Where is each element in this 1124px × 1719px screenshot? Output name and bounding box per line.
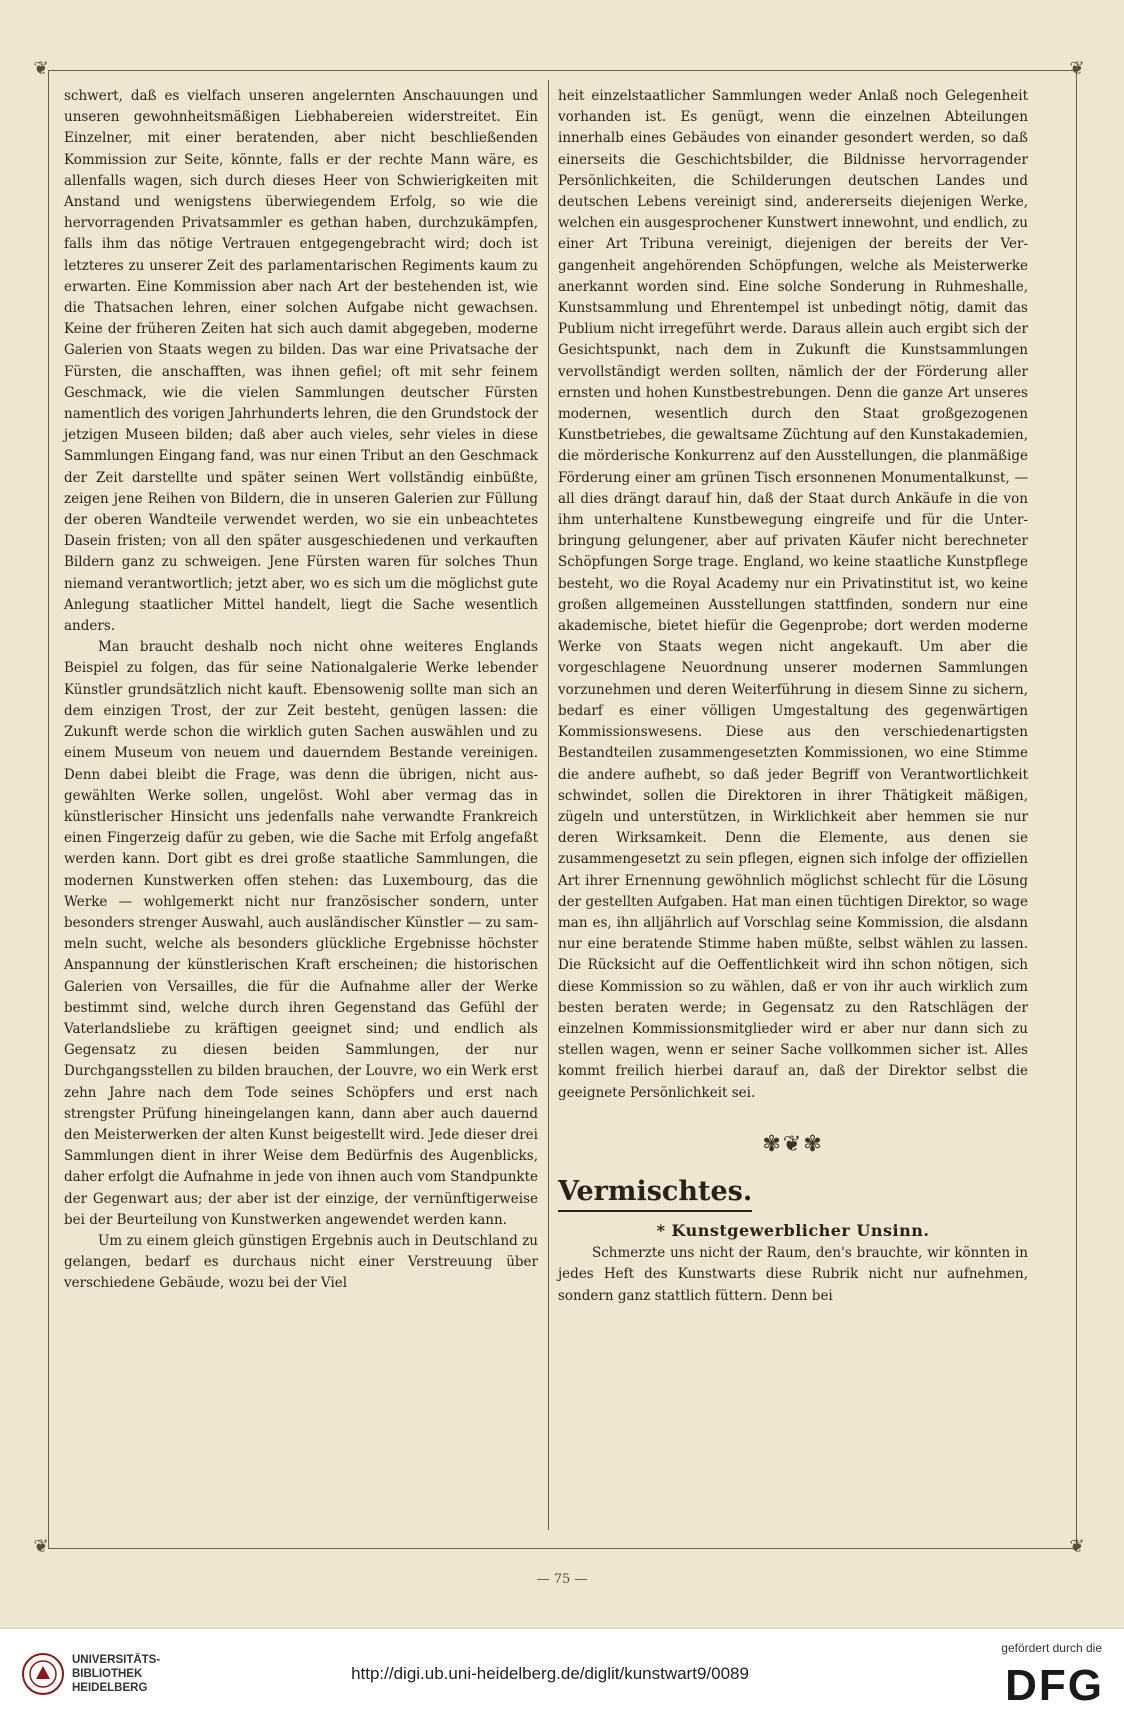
section-title: Vermischtes. bbox=[558, 1177, 752, 1212]
right-rule bbox=[1076, 70, 1077, 1548]
institution-name bbox=[72, 1653, 160, 1695]
institution-line: UNIVERSITÄTS- bbox=[72, 1654, 161, 1666]
paragraph: heit einzelstaatlicher Sammlungen weder Anlaß noch Gelegenheit vorhanden ist. Es genügt, wenn die einzelnen Abteilungen innerhalb eines Gebäudes von einander gesondert werden, so daß einerseits die Geschichtsbilder, die Bildnisse hervorragender Persönlichkeiten, die Schilderungen deutschen Landes und deutschen Lebens vereinigt sind, andererseits diejenigen Werke, welchen ein ausgesprochener Kunstwert innewohnt, und endlich, zu einer Art Tribuna vereinigt, diejenigen der bereits der Vergangenheit angehörenden Schöpfungen, welche als Meisterwerke anerkannt worden sind. Eine solche Sonderung in Ruhmeshalle, Kunstsammlung und Ehrentempel ist unbedingt nötig, damit das Publium nicht irregeführt werde. Daraus allein auch ergibt sich der Gesichtspunkt, nach dem in Zukunft die Kunstsammlungen vervollständigt werden sollten, nämlich der der Förderung aller ernsten und hohen Kunstbestrebungen. Denn die ganze Art unseres modernen, wesentlich durch den Staat großgezogenen Kunstbetriebes, die gewaltsame Züchtung auf den Kunstakademien, die mörderische Konkurrenz auf den Ausstellungen, die planmäßige Förderung einer am grünen Tisch ersonnenen Monumentalkunst, — all dies drängt darauf hin, daß der Staat durch Ankäufe in die von ihm unterhaltene Kunstbewegung eingreife und für die Unterbringung gelungener, aber auf privaten Käufer nicht berechneter Schöpfungen Sorge trage. England, wo keine staatliche Kunstpflege besteht, wo die Royal Academy nur ein Privatinstitut ist, wo keine großen allgemeinen Ausstellungen stattfinden, sondern nur eine akademische, bietet hiefür die Gegenprobe; dort werden moderne Werke von Staats wegen nicht angekauft. Um aber die vorgeschlagene Neuordnung unserer modernen Sammlungen vorzunehmen und deren Weiterführung in diesem Sinne zu sichern, bedarf es einer völligen Umgestaltung des gegenwärtigen Kommissionswesens. Diese aus den verschiedenartigsten Bestandteilen zusammengesetzten Kommissionen, wo eine Stimme die andere aufhebt, so daß jeder Begriff von Verantwortlichkeit schwindet, sollen die Direktoren in ihrer Thätigkeit mäßigen, zügeln und unterstützen, in Wirklichkeit aber hemmen sie nur deren Wirksamkeit. Denn die Elemente, aus denen sie zusammengesetzt zu sein pflegen, eignen sich infolge der offiziellen Art ihrer Ernennung gewöhnlich möglichst schlecht für die Lösung der gestellten Aufgaben. Hat man einen tüchtigen Direktor, so wage man es, ihn alljährlich auf Vorschlag seine Kommission, die alsdann nur eine beratende Stimme haben müßte, selbst wählen zu lassen. Die Rücksicht auf die Oeffentlichkeit wird ihn schon nötigen, sich diese Kommission so zu wählen, daß er von ihr auch wirklich zum besten beraten werde; in Gegensatz zu den Ratschlägen der einzelnen Kommissionsmitglieder wird er aber nur dann sich zu stellen wagen, wenn er seiner Sache vollkommen sicher ist. Alles kommt freilich hierbei darauf an, daß der Direktor selbst die geeignete Persönlichkeit sei. bbox=[558, 88, 1028, 1101]
paragraph: schwert, daß es vielfach unseren angelernten Anschauungen und unseren gewohnheitsmäßigen Liebhabereien widerstreitet. Ein Einzelner, mit einer beratenden, aber nicht beschließenden Kommission zur Seite, könnte, falls er der rechte Mann wäre, es allenfalls wagen, sich durch dieses Heer von Schwierigkeiten mit Anstand und wenigstens überwiegendem Erfolg, so wie die hervorragenden Privatsammler es gethan haben, durchzukämpfen, falls ihm das nötige Vertrauen entgegengebracht wird; doch ist letzteres zu unserer Zeit des parlamentarischen Regiments kaum zu erwarten. Eine Kommission aber nach Art der bestehenden ist, wie die Thatsachen lehren, einer solchen Aufgabe nicht gewachsen. Keine der früheren Zeiten hat sich auch damit abgegeben, moderne Galerien von Staats wegen zu bilden. Das war eine Privatsache der Fürsten, die anschafften, was ihnen gefiel; oft mit sehr feinem Geschmack, wie die vielen Sammlungen deutscher Fürsten namentlich des vorigen Jahrhunderts lehren, die den Grundstock der jetzigen Museen bilden; daß aber auch vieles, sehr vieles in diese Sammlungen Eingang fand, was nur einen Tribut an den Geschmack der Zeit darstellte und später seinen Wert vollständig einbüßte, zeigen jene Reihen von Bildern, die in unseren Galerien zur Füllung der oberen Wandteile verwendet werden, wo sie ein unbeachtetes Dasein fristen; von all den später ausgeschiedenen und verkauften Bildern ganz zu schweigen. Jene Fürsten waren für solches Thun niemand verantwortlich; jetzt aber, wo es sich um die möglichst gute Anlegung staatlicher Mittel handelt, liegt die Sache wesentlich anders. bbox=[64, 88, 538, 635]
corner-ornament-icon: ❦ bbox=[1069, 58, 1085, 79]
institution-line: BIBLIOTHEK bbox=[72, 1668, 143, 1680]
university-seal-icon bbox=[20, 1651, 66, 1697]
corner-ornament-icon: ❦ bbox=[1069, 1536, 1085, 1557]
left-column bbox=[64, 86, 538, 1295]
paragraph: Schmerzte uns nicht der Raum, den's brauchte, wir könnten in jedes Heft des Kunstwarts diese Rubrik nicht nur aufnehmen, sondern ganz stattlich füttern. Denn bei bbox=[558, 1245, 1028, 1304]
source-url-link[interactable]: http://digi.ub.uni-heidelberg.de/diglit/kunstwart9/0089 bbox=[351, 1664, 749, 1683]
paragraph: Um zu einem gleich günstigen Ergebnis auch in Deutschland zu gelangen, bedarf es durchaus nicht einer Verstreuung über verschiedene Gebäude, wozu bei der Viel bbox=[64, 1232, 538, 1292]
corner-ornament-icon: ❦ bbox=[33, 58, 49, 79]
institution-line: HEIDELBERG bbox=[72, 1682, 148, 1694]
paragraph: Man braucht deshalb noch nicht ohne weiteres Englands Beispiel zu folgen, das für seine Nationalgalerie Werke lebender Künstler grundsätzlich nicht kauft. Ebensowenig sollte man sich an dem einzigen Trost, der zur Zeit besteht, genügen lassen: die Zukunft werde schon die wirklich guten Sachen auswählen und zu einem Museum von neuem und dauerndem Bestande vereinigen. Denn dabei bleibt die Frage, was denn die übrigen, nicht ausgewählten Werke sollen, ungelöst. Wohl aber vermag das in künstlerischer Hinsicht uns jedenfalls nahe verwandte Frankreich einen Fingerzeig dafür zu geben, wie die Sache mit Erfolg angefaßt werden kann. Dort gibt es drei große staatliche Sammlungen, die modernen Kunstwerken offen stehen: das Luxembourg, das die Werke — wohlgemerkt nicht nur französischer sondern, unter besonders strenger Auswahl, auch ausländischer Künstler — zu sammeln sucht, welche als besonders glückliche Ergebnisse höchster Anspannung der künstlerischen Kraft erscheinen; die historischen Galerien von Versailles, die für die Aufnahme aller der Werke bestimmt sind, welche durch ihren Gegenstand das Gefühl der Vaterlandsliebe zu kräftigen geeignet sind; und endlich als Gegensatz zu diesen beiden Sammlungen, der nur Durchgangsstellen zu bilden brauchen, der Louvre, wo ein Werk erst zehn Jahre nach dem Tode seines Schöpfers und erst nach strengster Prüfung hineingelangen kann, dann aber auch dauernd den Meisterwerken der alten Kunst beigestellt wird. Jede dieser drei Sammlungen dient in ihrer Weise dem Bedürfnis des Augenblicks, daher erfolgt die Aufnahme in jede von ihnen auch vom Standpunkte der Gegenwart aus; der aber ist der einzige, der vernünftigerweise bei der Beurteilung von Kunstwerken angewendet werden kann. bbox=[64, 639, 538, 1228]
section-subtitle: * Kunstgewerblicher Unsinn. bbox=[656, 1220, 930, 1240]
section-divider-ornament-icon: ✾❦✾ bbox=[762, 1131, 824, 1157]
corner-ornament-icon: ❦ bbox=[33, 1536, 49, 1557]
right-column bbox=[558, 86, 1028, 1307]
dfg-logo: DFG bbox=[1005, 1661, 1104, 1710]
top-rule bbox=[48, 70, 1076, 71]
digitization-footer bbox=[0, 1628, 1124, 1719]
bottom-rule bbox=[48, 1548, 1076, 1549]
page-number: — 75 — bbox=[536, 1572, 588, 1587]
funding-note: gefördert durch die bbox=[1001, 1641, 1102, 1655]
column-divider bbox=[548, 80, 549, 1530]
left-rule bbox=[48, 70, 49, 1548]
